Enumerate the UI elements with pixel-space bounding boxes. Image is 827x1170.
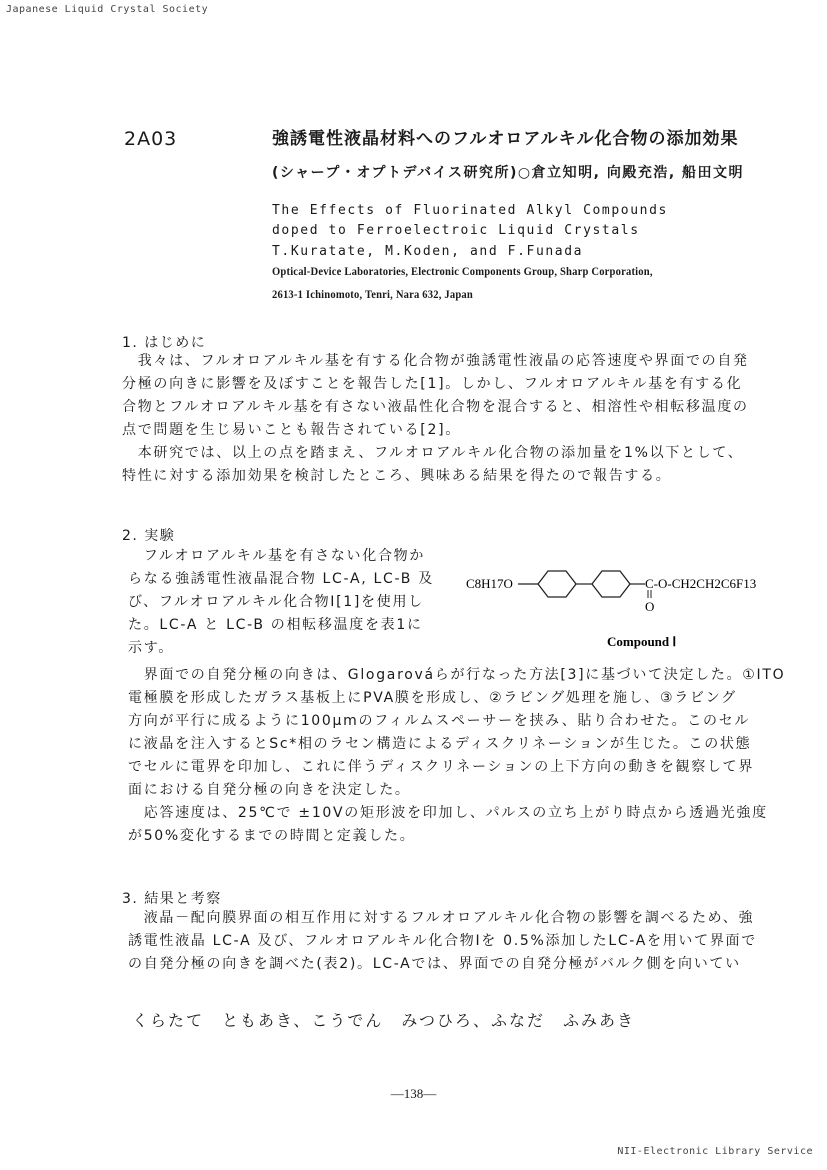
compound-label: Compound Ⅰ: [607, 634, 677, 649]
title-en-line: The Effects of Fluorinated Alkyl Compounds: [272, 203, 668, 218]
author-reading: くらたて ともあき、こうでん みつひろ、ふなだ ふみあき: [132, 1011, 636, 1030]
benzene-ring-1: [538, 571, 576, 597]
text-line: 界面での自発分極の向きは、Glogarováらが行なった方法[3]に基づいて決定した。①ITO: [128, 667, 786, 683]
benzene-ring-2: [592, 571, 630, 597]
text-line: 方向が平行に成るように100μmのフィルムスペーサーを挟み、貼り合わせた。このセル: [128, 713, 751, 729]
library-footer: NII-Electronic Library Service: [617, 1146, 813, 1157]
title-en-line: doped to Ferroelectroic Liquid Crystals: [272, 223, 640, 238]
text-line: が50%変化するまでの時間と定義した。: [128, 828, 416, 844]
left-group-label: C8H17O: [466, 576, 513, 591]
paper-title-jp: 強誘電性液晶材料へのフルオロアルキル化合物の添加効果: [272, 129, 739, 149]
text-line: 合物とフルオロアルキル基を有さない液晶性化合物を混合すると、相溶性や相転移温度の: [122, 399, 749, 415]
address-en-line: Optical-Device Laboratories, Electronic Components Group, Sharp Corporation,: [272, 266, 653, 278]
carbonyl-oxygen: O: [645, 599, 655, 614]
text-line: 液晶－配向膜界面の相互作用に対するフルオロアルキル化合物の影響を調べるため、強: [128, 910, 755, 926]
address-en-line: 2613-1 Ichinomoto, Tenri, Nara 632, Japan: [272, 289, 473, 301]
section-2-body: [128, 664, 785, 848]
text-line: の自発分極の向きを調べた(表2)。LC-Aでは、界面での自発分極がバルク側を向いてい: [128, 956, 741, 972]
page-number: —138—: [390, 1086, 437, 1101]
text-line: 分極の向きに影響を及ぼすことを報告した[1]。しかし、フルオロアルキル基を有する化: [122, 376, 743, 392]
text-line: 応答速度は、25℃で ±10Vの矩形波を印加し、パルスの立ち上がり時点から透過光強度: [128, 805, 768, 821]
text-line: 示す。: [128, 640, 174, 656]
text-line: 電極膜を形成したガラス基板上にPVA膜を形成し、②ラビング処理を施し、③ラビング: [128, 690, 737, 706]
section-2-intro: [128, 545, 434, 660]
affiliation-jp: (シャープ・オプトデバイス研究所)○倉立知明, 向殿充浩, 船田文明: [272, 165, 745, 181]
section-2-heading: 2. 実験: [122, 528, 176, 544]
text-line: らなる強誘電性液晶混合物 LC-A, LC-B 及: [128, 571, 434, 587]
text-line: でセルに電界を印加し、これに伴うディスクリネーションの上下方向の動きを観察して界: [128, 759, 755, 775]
text-line: び、フルオロアルキル化合物Ⅰ[1]を使用し: [128, 594, 424, 610]
paper-code: 2A03: [124, 128, 178, 150]
text-line: 点で問題を生じ易いことも報告されている[2]。: [122, 422, 461, 438]
text-line: 本研究では、以上の点を踏まえ、フルオロアルキル化合物の添加量を1%以下として、: [122, 445, 744, 461]
compound-structure: [466, 560, 796, 660]
authors-en: T.Kuratate, M.Koden, and F.Funada: [272, 244, 584, 259]
text-line: 我々は、フルオロアルキル基を有する化合物が強誘電性液晶の応答速度や界面での自発: [122, 353, 749, 369]
section-1-heading: 1. はじめに: [122, 335, 207, 351]
section-1-body: [122, 350, 749, 488]
section-3-body: [128, 907, 757, 976]
text-line: 誘電性液晶 LC-A 及び、フルオロアルキル化合物Ⅰを 0.5%添加したLC-Aを用いて界面で: [128, 933, 757, 949]
text-line: 特性に対する添加効果を検討したところ、興味ある結果を得たので報告する。: [122, 468, 672, 484]
text-line: た。LC-A と LC-B の相転移温度を表1に: [128, 617, 423, 633]
right-group-label: C-O-CH2CH2C6F13: [645, 576, 757, 591]
text-line: フルオロアルキル基を有さない化合物か: [128, 548, 426, 564]
section-3-heading: 3. 結果と考察: [122, 891, 222, 907]
society-header: Japanese Liquid Crystal Society: [6, 4, 209, 15]
text-line: 面における自発分極の向きを決定した。: [128, 782, 411, 798]
text-line: に液晶を注入するとSc*相のラセン構造によるディスクリネーションが生じた。この状態: [128, 736, 752, 752]
